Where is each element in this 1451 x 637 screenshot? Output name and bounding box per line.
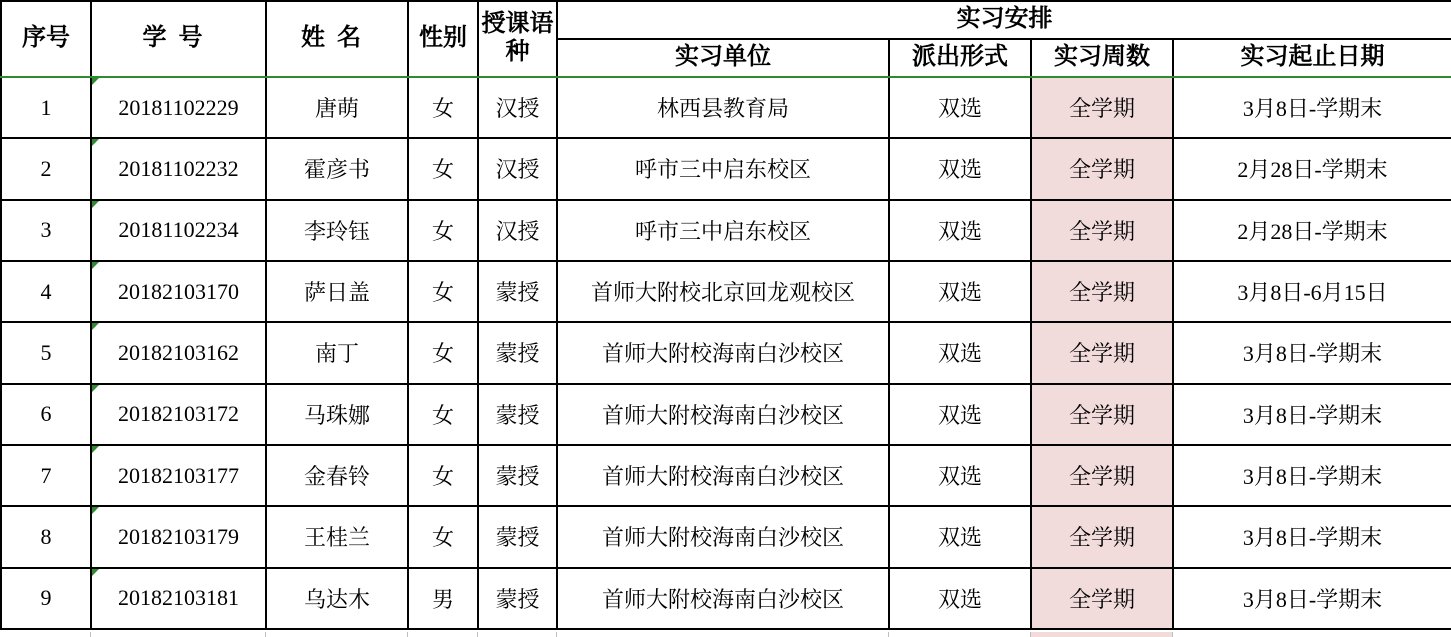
stored-as-text-indicator-icon bbox=[92, 323, 99, 330]
cell-weeks[interactable]: 全学期 bbox=[1031, 77, 1173, 138]
cell-name[interactable]: 金春铃 bbox=[266, 445, 408, 506]
header-unit[interactable]: 实习单位 bbox=[557, 39, 889, 77]
cell-dates[interactable]: 3月8日-6月15日 bbox=[1173, 261, 1451, 322]
cell-unit[interactable]: 呼市三中启东校区 bbox=[557, 200, 889, 261]
stored-as-text-indicator-icon bbox=[92, 139, 99, 146]
stored-as-text-indicator-icon bbox=[92, 78, 99, 85]
cell-weeks[interactable]: 全学期 bbox=[1031, 506, 1173, 567]
cell-name[interactable]: 唐萌 bbox=[266, 77, 408, 138]
cell-gender[interactable]: 女 bbox=[408, 322, 478, 383]
gridline bbox=[265, 632, 266, 637]
cell-dispatch[interactable]: 双选 bbox=[889, 138, 1031, 199]
cell-dates[interactable]: 3月8日-学期末 bbox=[1173, 384, 1451, 445]
cell-name[interactable]: 南丁 bbox=[266, 322, 408, 383]
table-row bbox=[1, 445, 1451, 506]
cell-language[interactable]: 蒙授 bbox=[478, 261, 557, 322]
student-id-value: 20182103170 bbox=[118, 278, 239, 304]
cell-dates[interactable]: 3月8日-学期末 bbox=[1173, 506, 1451, 567]
cell-language[interactable]: 蒙授 bbox=[478, 568, 557, 629]
student-id-value: 20182103172 bbox=[118, 401, 239, 427]
cell-unit[interactable]: 首师大附校海南白沙校区 bbox=[557, 568, 889, 629]
student-id-value: 20181102229 bbox=[118, 94, 239, 120]
stored-as-text-indicator-icon bbox=[92, 569, 99, 576]
cell-name[interactable]: 霍彦书 bbox=[266, 138, 408, 199]
cell-no[interactable]: 5 bbox=[1, 322, 91, 383]
cell-weeks[interactable]: 全学期 bbox=[1031, 261, 1173, 322]
cell-student-id[interactable] bbox=[91, 445, 266, 506]
cell-weeks[interactable]: 全学期 bbox=[1031, 138, 1173, 199]
table-row bbox=[1, 138, 1451, 199]
header-arrangement[interactable]: 实习安排 bbox=[557, 1, 1451, 39]
student-id-value: 20182103177 bbox=[118, 462, 239, 488]
cell-student-id[interactable] bbox=[91, 384, 266, 445]
cell-no[interactable]: 2 bbox=[1, 138, 91, 199]
cell-no[interactable]: 3 bbox=[1, 200, 91, 261]
cell-weeks[interactable]: 全学期 bbox=[1031, 445, 1173, 506]
cell-no[interactable]: 6 bbox=[1, 384, 91, 445]
cell-dispatch[interactable]: 双选 bbox=[889, 77, 1031, 138]
gridline bbox=[556, 632, 557, 637]
cell-weeks[interactable]: 全学期 bbox=[1031, 322, 1173, 383]
stored-as-text-indicator-icon bbox=[92, 385, 99, 392]
cell-dispatch[interactable]: 双选 bbox=[889, 200, 1031, 261]
cell-language[interactable]: 汉授 bbox=[478, 77, 557, 138]
cell-name[interactable]: 李玲钰 bbox=[266, 200, 408, 261]
gridline bbox=[1172, 632, 1173, 637]
table-row bbox=[1, 506, 1451, 567]
gridline bbox=[90, 632, 91, 637]
cell-dates[interactable]: 3月8日-学期末 bbox=[1173, 568, 1451, 629]
cell-name[interactable]: 乌达木 bbox=[266, 568, 408, 629]
cell-no[interactable]: 7 bbox=[1, 445, 91, 506]
cell-dates[interactable]: 3月8日-学期末 bbox=[1173, 322, 1451, 383]
cell-language[interactable]: 汉授 bbox=[478, 200, 557, 261]
cell-dispatch[interactable]: 双选 bbox=[889, 384, 1031, 445]
cell-gender[interactable]: 女 bbox=[408, 77, 478, 138]
cell-name[interactable]: 王桂兰 bbox=[266, 506, 408, 567]
stored-as-text-indicator-icon bbox=[92, 262, 99, 269]
stored-as-text-indicator-icon bbox=[92, 201, 99, 208]
cell-weeks[interactable]: 全学期 bbox=[1031, 200, 1173, 261]
cell-unit[interactable]: 林西县教育局 bbox=[557, 77, 889, 138]
cell-dates[interactable]: 3月8日-学期末 bbox=[1173, 77, 1451, 138]
cell-gender[interactable]: 女 bbox=[408, 445, 478, 506]
cell-student-id[interactable] bbox=[91, 77, 266, 138]
table-row bbox=[1, 77, 1451, 138]
cell-weeks[interactable]: 全学期 bbox=[1031, 384, 1173, 445]
header-no[interactable]: 序号 bbox=[1, 1, 91, 77]
cell-gender[interactable]: 女 bbox=[408, 138, 478, 199]
stored-as-text-indicator-icon bbox=[92, 446, 99, 453]
stored-as-text-indicator-icon bbox=[92, 507, 99, 514]
cell-language[interactable]: 蒙授 bbox=[478, 322, 557, 383]
cell-language[interactable]: 蒙授 bbox=[478, 506, 557, 567]
cell-weeks[interactable]: 全学期 bbox=[1031, 568, 1173, 629]
table-row bbox=[1, 384, 1451, 445]
cell-student-id[interactable] bbox=[91, 506, 266, 567]
header-dispatch[interactable]: 派出形式 bbox=[889, 39, 1031, 77]
header-language[interactable]: 授课语种 bbox=[478, 1, 557, 77]
cell-student-id[interactable] bbox=[91, 138, 266, 199]
gridline bbox=[477, 632, 478, 637]
gridline bbox=[888, 632, 889, 637]
cell-language[interactable]: 蒙授 bbox=[478, 445, 557, 506]
cell-dispatch[interactable]: 双选 bbox=[889, 261, 1031, 322]
header-name[interactable]: 姓名 bbox=[266, 1, 408, 77]
header-student-id[interactable]: 学号 bbox=[91, 1, 266, 77]
cell-student-id[interactable] bbox=[91, 261, 266, 322]
table-row bbox=[1, 322, 1451, 383]
cell-name[interactable]: 萨日盖 bbox=[266, 261, 408, 322]
cell-gender[interactable]: 男 bbox=[408, 568, 478, 629]
cell-dispatch[interactable]: 双选 bbox=[889, 568, 1031, 629]
cell-student-id[interactable] bbox=[91, 322, 266, 383]
cell-gender[interactable]: 女 bbox=[408, 261, 478, 322]
cell-unit[interactable]: 首师大附校海南白沙校区 bbox=[557, 384, 889, 445]
partial-weeks-cell-fill bbox=[1030, 632, 1172, 637]
cell-dispatch[interactable]: 双选 bbox=[889, 322, 1031, 383]
cell-unit[interactable]: 首师大附校海南白沙校区 bbox=[557, 506, 889, 567]
student-id-value: 20182103179 bbox=[118, 523, 239, 549]
cell-dates[interactable]: 2月28日-学期末 bbox=[1173, 200, 1451, 261]
cell-no[interactable]: 9 bbox=[1, 568, 91, 629]
cell-dates[interactable]: 2月28日-学期末 bbox=[1173, 138, 1451, 199]
partial-next-row bbox=[0, 632, 1451, 637]
cell-no[interactable]: 1 bbox=[1, 77, 91, 138]
cell-unit[interactable]: 呼市三中启东校区 bbox=[557, 138, 889, 199]
cell-student-id[interactable] bbox=[91, 200, 266, 261]
student-id-value: 20181102232 bbox=[118, 155, 239, 181]
cell-language[interactable]: 汉授 bbox=[478, 138, 557, 199]
cell-no[interactable]: 4 bbox=[1, 261, 91, 322]
gridline bbox=[1030, 632, 1031, 637]
cell-gender[interactable]: 女 bbox=[408, 384, 478, 445]
cell-gender[interactable]: 女 bbox=[408, 506, 478, 567]
cell-unit[interactable]: 首师大附校北京回龙观校区 bbox=[557, 261, 889, 322]
cell-student-id[interactable] bbox=[91, 568, 266, 629]
student-id-value: 20182103181 bbox=[118, 585, 239, 611]
table-row bbox=[1, 200, 1451, 261]
cell-dispatch[interactable]: 双选 bbox=[889, 506, 1031, 567]
gridline bbox=[407, 632, 408, 637]
table-row bbox=[1, 568, 1451, 629]
cell-unit[interactable]: 首师大附校海南白沙校区 bbox=[557, 322, 889, 383]
cell-gender[interactable]: 女 bbox=[408, 200, 478, 261]
header-dates[interactable]: 实习起止日期 bbox=[1173, 39, 1451, 77]
cell-unit[interactable]: 首师大附校海南白沙校区 bbox=[557, 445, 889, 506]
cell-dispatch[interactable]: 双选 bbox=[889, 445, 1031, 506]
header-gender[interactable]: 性别 bbox=[408, 1, 478, 77]
cell-dates[interactable]: 3月8日-学期末 bbox=[1173, 445, 1451, 506]
student-id-value: 20181102234 bbox=[118, 217, 239, 243]
student-id-value: 20182103162 bbox=[118, 339, 239, 365]
cell-no[interactable]: 8 bbox=[1, 506, 91, 567]
table-row bbox=[1, 261, 1451, 322]
cell-name[interactable]: 马珠娜 bbox=[266, 384, 408, 445]
header-weeks[interactable]: 实习周数 bbox=[1031, 39, 1173, 77]
cell-language[interactable]: 蒙授 bbox=[478, 384, 557, 445]
